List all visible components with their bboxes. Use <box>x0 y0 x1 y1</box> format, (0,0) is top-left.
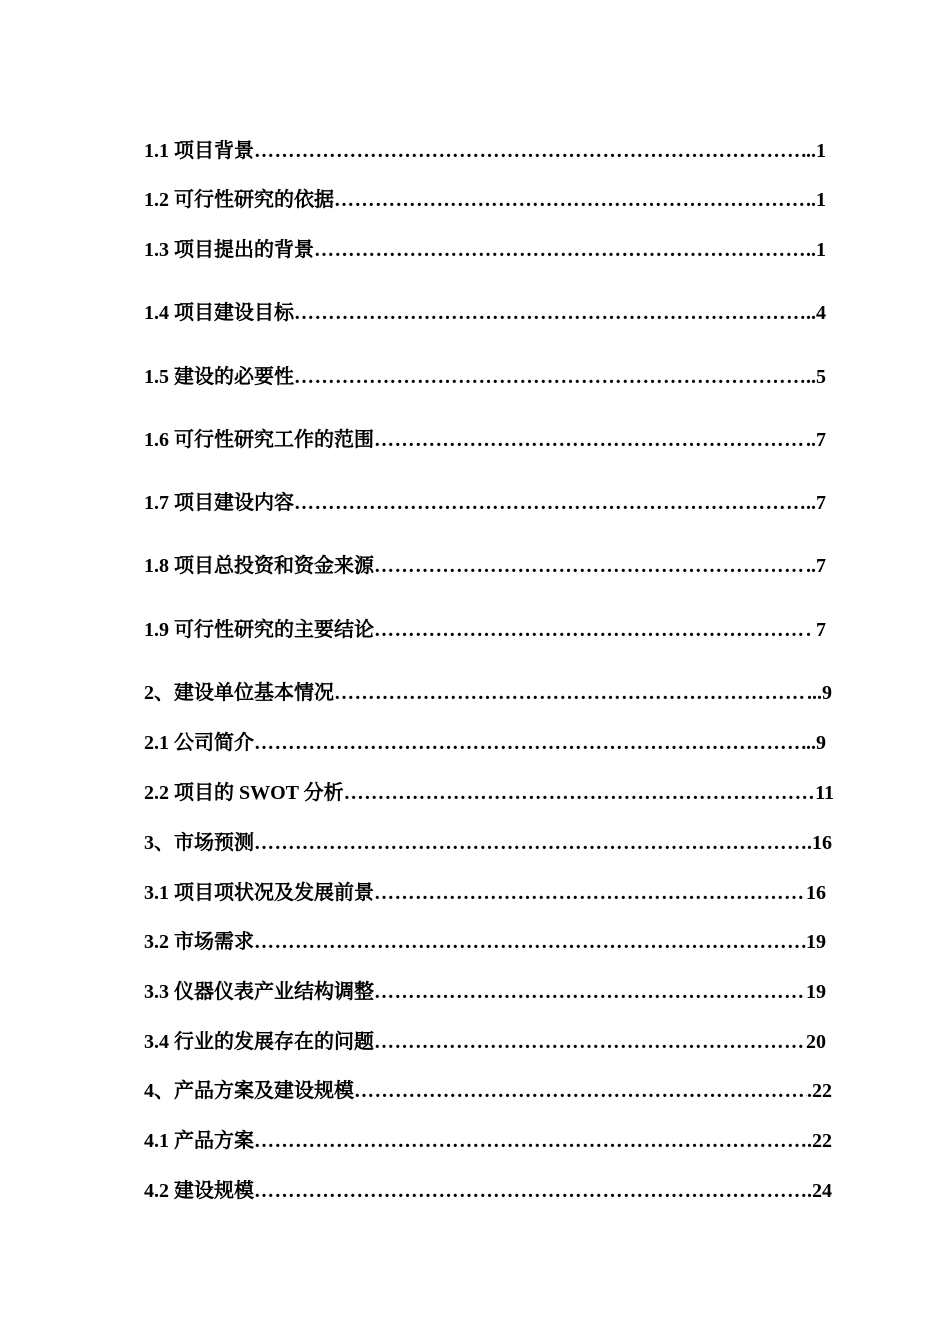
toc-leader-dots <box>294 488 806 518</box>
toc-leader-dots <box>334 185 806 215</box>
toc-entry-title: 3.3 仪器仪表产业结构调整 <box>144 981 374 1003</box>
toc-leader-dots <box>344 778 815 808</box>
toc-entry[interactable] <box>144 927 826 957</box>
toc-entry-page: . 7 <box>806 619 826 641</box>
toc-entry[interactable] <box>144 235 826 265</box>
toc-entry-title: 1.4 项目建设目标 <box>144 302 294 324</box>
toc-entry-title: 3.4 行业的发展存在的问题 <box>144 1031 374 1053</box>
toc-entry[interactable] <box>144 828 832 858</box>
toc-leader-dots <box>254 728 806 758</box>
toc-entry[interactable] <box>144 298 826 328</box>
toc-leader-dots <box>254 136 806 166</box>
toc-entry[interactable] <box>144 136 826 166</box>
toc-entry-page: .16 <box>807 832 832 854</box>
toc-leader-dots <box>254 927 806 957</box>
toc-entry-title: 1.8 项目总投资和资金来源 <box>144 555 374 577</box>
toc-entry[interactable] <box>144 1076 832 1106</box>
toc-entry-page: 19 <box>806 981 826 1003</box>
toc-entry-title: 1.7 项目建设内容 <box>144 492 294 514</box>
toc-leader-dots <box>374 878 806 908</box>
toc-entry[interactable] <box>144 977 826 1007</box>
toc-entry-title: 2、建设单位基本情况 <box>144 682 334 704</box>
toc-entry[interactable] <box>144 778 834 808</box>
toc-entry-title: 1.1 项目背景 <box>144 140 254 162</box>
toc-entry-title: 1.6 可行性研究工作的范围 <box>144 429 374 451</box>
toc-entry-page: ..5 <box>806 366 826 388</box>
toc-entry-page: .24 <box>807 1180 832 1202</box>
toc-entry-page: 11 <box>815 782 834 804</box>
toc-leader-dots <box>354 1076 807 1106</box>
toc-entry[interactable] <box>144 425 826 455</box>
toc-leader-dots <box>294 298 806 328</box>
toc-leader-dots <box>254 1126 807 1156</box>
toc-entry-page: ..4 <box>806 302 826 324</box>
toc-entry[interactable] <box>144 185 826 215</box>
toc-leader-dots <box>374 551 806 581</box>
toc-entry-page: 20 <box>806 1031 826 1053</box>
toc-entry[interactable] <box>144 488 826 518</box>
toc-entry[interactable] <box>144 1176 832 1206</box>
toc-entry-page: ..9 <box>806 732 826 754</box>
toc-entry-page: .22 <box>807 1080 832 1102</box>
toc-leader-dots <box>314 235 806 265</box>
toc-entry[interactable] <box>144 878 826 908</box>
toc-entry-title: 3.2 市场需求 <box>144 931 254 953</box>
toc-leader-dots <box>254 1176 807 1206</box>
toc-entry[interactable] <box>144 362 826 392</box>
toc-entry[interactable] <box>144 1126 832 1156</box>
toc-entry[interactable] <box>144 551 826 581</box>
toc-entry-title: 3.1 项目项状况及发展前景 <box>144 882 374 904</box>
toc-entry[interactable] <box>144 1027 826 1057</box>
toc-entry-page: ..1 <box>806 239 826 261</box>
toc-entry-title: 2.1 公司简介 <box>144 732 254 754</box>
toc-entry-title: 1.5 建设的必要性 <box>144 366 294 388</box>
toc-leader-dots <box>334 678 807 708</box>
toc-leader-dots <box>374 425 806 455</box>
toc-entry-page: 19 <box>806 931 826 953</box>
toc-entry-page: ..7 <box>806 429 826 451</box>
toc-entry-title: 1.2 可行性研究的依据 <box>144 189 334 211</box>
toc-entry-title: 4.1 产品方案 <box>144 1130 254 1152</box>
toc-entry-page: .22 <box>807 1130 832 1152</box>
toc-leader-dots <box>374 1027 806 1057</box>
toc-leader-dots <box>374 977 806 1007</box>
toc-leader-dots <box>294 362 806 392</box>
toc-leader-dots <box>374 615 806 645</box>
toc-entry-title: 4、产品方案及建设规模 <box>144 1080 354 1102</box>
toc-entry-page: ..1 <box>806 189 826 211</box>
toc-entry[interactable] <box>144 728 826 758</box>
toc-entry-title: 1.3 项目提出的背景 <box>144 239 314 261</box>
toc-entry-page: 16 <box>806 882 826 904</box>
toc-entry-title: 4.2 建设规模 <box>144 1180 254 1202</box>
toc-entry-page: ..7 <box>806 492 826 514</box>
toc-entry-title: 1.9 可行性研究的主要结论 <box>144 619 374 641</box>
toc-entry-title: 3、市场预测 <box>144 832 254 854</box>
toc-leader-dots <box>254 828 807 858</box>
toc-entry[interactable] <box>144 615 826 645</box>
toc-entry-page: ..7 <box>806 555 826 577</box>
toc-entry-page: ..1 <box>806 140 826 162</box>
toc-entry-title: 2.2 项目的 SWOT 分析 <box>144 782 344 804</box>
toc-entry[interactable] <box>144 678 832 708</box>
toc-entry-page: ...9 <box>807 682 832 704</box>
